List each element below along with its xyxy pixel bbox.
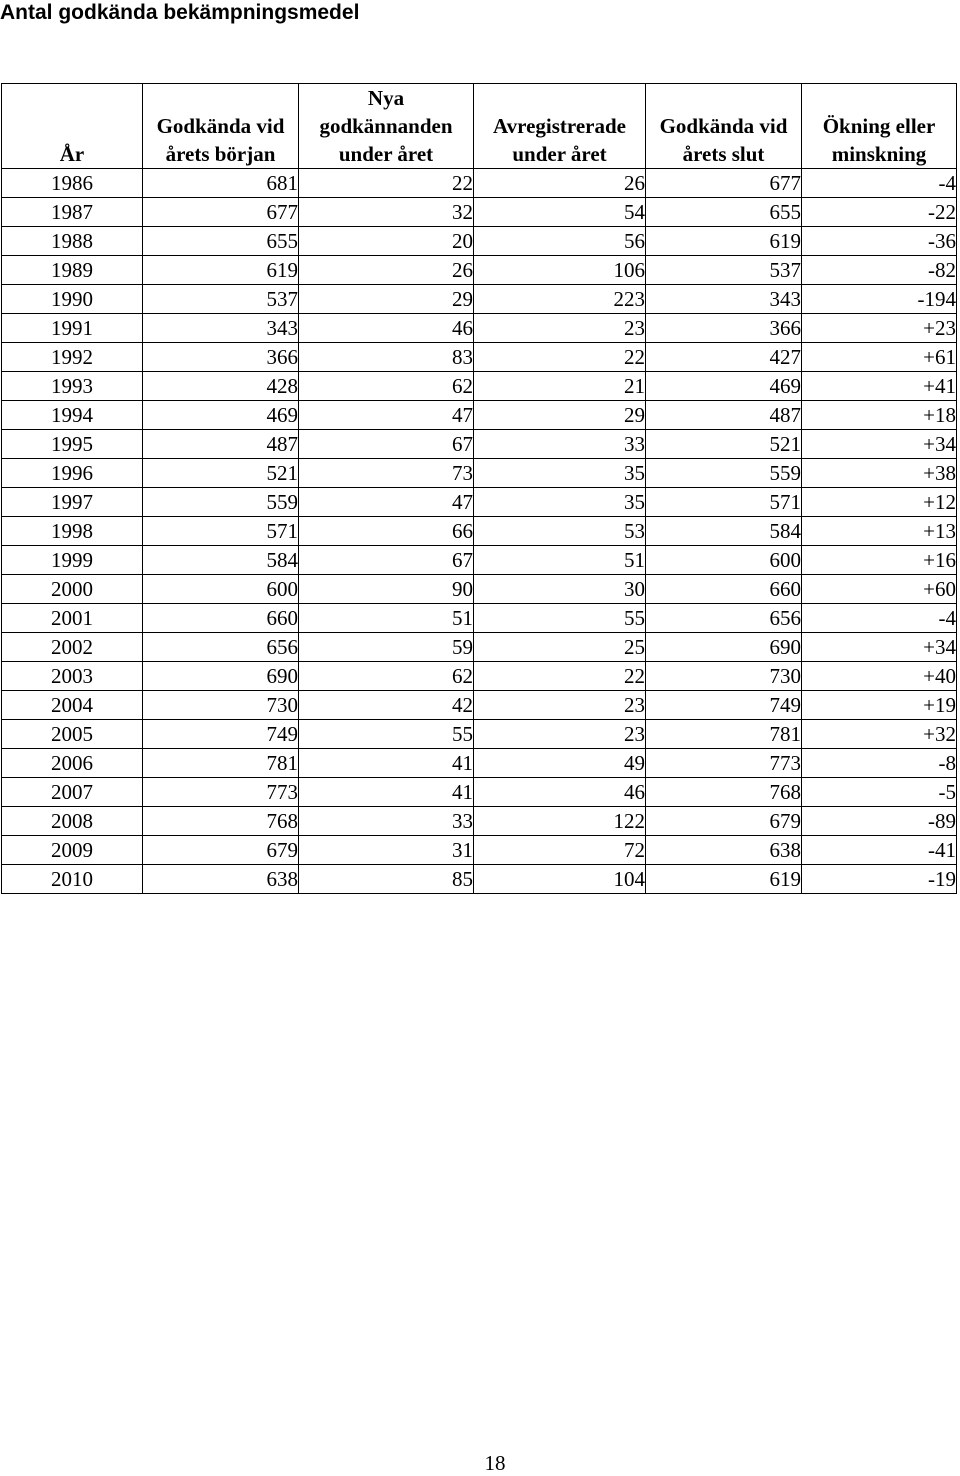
column-header-approved-end: Godkända vid årets slut xyxy=(646,84,802,169)
cell-change: -22 xyxy=(802,198,957,227)
cell-year: 2005 xyxy=(2,720,143,749)
cell-approved-start: 773 xyxy=(143,778,299,807)
cell-change: +32 xyxy=(802,720,957,749)
cell-change: -194 xyxy=(802,285,957,314)
cell-approved-start: 730 xyxy=(143,691,299,720)
cell-new-approvals: 51 xyxy=(299,604,474,633)
table-row xyxy=(2,169,957,198)
column-header-year: År xyxy=(2,84,143,169)
cell-year: 2009 xyxy=(2,836,143,865)
table-row xyxy=(2,517,957,546)
cell-new-approvals: 85 xyxy=(299,865,474,894)
cell-year: 2006 xyxy=(2,749,143,778)
cell-change: +34 xyxy=(802,430,957,459)
cell-new-approvals: 62 xyxy=(299,372,474,401)
cell-approved-start: 768 xyxy=(143,807,299,836)
cell-approved-start: 559 xyxy=(143,488,299,517)
cell-new-approvals: 41 xyxy=(299,749,474,778)
cell-approved-end: 768 xyxy=(646,778,802,807)
cell-approved-end: 656 xyxy=(646,604,802,633)
column-header-new-approvals: Nya godkännanden under året xyxy=(299,84,474,169)
cell-new-approvals: 46 xyxy=(299,314,474,343)
cell-deregistered: 122 xyxy=(474,807,646,836)
cell-approved-start: 781 xyxy=(143,749,299,778)
cell-change: -4 xyxy=(802,169,957,198)
cell-approved-end: 677 xyxy=(646,169,802,198)
cell-approved-start: 469 xyxy=(143,401,299,430)
table-row xyxy=(2,546,957,575)
cell-new-approvals: 90 xyxy=(299,575,474,604)
cell-deregistered: 33 xyxy=(474,430,646,459)
table-row xyxy=(2,372,957,401)
cell-new-approvals: 22 xyxy=(299,169,474,198)
cell-new-approvals: 66 xyxy=(299,517,474,546)
cell-deregistered: 46 xyxy=(474,778,646,807)
cell-approved-end: 773 xyxy=(646,749,802,778)
cell-new-approvals: 29 xyxy=(299,285,474,314)
cell-year: 1992 xyxy=(2,343,143,372)
cell-approved-start: 487 xyxy=(143,430,299,459)
cell-approved-end: 619 xyxy=(646,865,802,894)
cell-change: -82 xyxy=(802,256,957,285)
cell-approved-start: 660 xyxy=(143,604,299,633)
cell-new-approvals: 26 xyxy=(299,256,474,285)
cell-new-approvals: 20 xyxy=(299,227,474,256)
cell-deregistered: 53 xyxy=(474,517,646,546)
cell-new-approvals: 47 xyxy=(299,488,474,517)
cell-new-approvals: 32 xyxy=(299,198,474,227)
cell-new-approvals: 47 xyxy=(299,401,474,430)
table-row xyxy=(2,343,957,372)
cell-approved-end: 487 xyxy=(646,401,802,430)
cell-year: 1987 xyxy=(2,198,143,227)
cell-approved-end: 584 xyxy=(646,517,802,546)
table-row xyxy=(2,662,957,691)
cell-approved-start: 638 xyxy=(143,865,299,894)
cell-approved-end: 343 xyxy=(646,285,802,314)
cell-approved-end: 660 xyxy=(646,575,802,604)
cell-change: +34 xyxy=(802,633,957,662)
cell-deregistered: 55 xyxy=(474,604,646,633)
cell-approved-end: 781 xyxy=(646,720,802,749)
cell-approved-start: 679 xyxy=(143,836,299,865)
table-row xyxy=(2,430,957,459)
table-row xyxy=(2,633,957,662)
cell-approved-end: 521 xyxy=(646,430,802,459)
cell-deregistered: 26 xyxy=(474,169,646,198)
cell-year: 2003 xyxy=(2,662,143,691)
cell-change: +13 xyxy=(802,517,957,546)
cell-approved-end: 638 xyxy=(646,836,802,865)
cell-approved-start: 537 xyxy=(143,285,299,314)
cell-approved-start: 681 xyxy=(143,169,299,198)
cell-deregistered: 30 xyxy=(474,575,646,604)
cell-year: 2001 xyxy=(2,604,143,633)
table-row xyxy=(2,314,957,343)
table-row xyxy=(2,575,957,604)
cell-deregistered: 23 xyxy=(474,720,646,749)
page-title: Antal godkända bekämpningsmedel xyxy=(0,1,360,24)
cell-approved-end: 679 xyxy=(646,807,802,836)
cell-approved-start: 343 xyxy=(143,314,299,343)
table-row xyxy=(2,459,957,488)
cell-deregistered: 22 xyxy=(474,343,646,372)
cell-change: -41 xyxy=(802,836,957,865)
cell-new-approvals: 41 xyxy=(299,778,474,807)
cell-change: -8 xyxy=(802,749,957,778)
cell-change: +38 xyxy=(802,459,957,488)
cell-change: +19 xyxy=(802,691,957,720)
cell-deregistered: 51 xyxy=(474,546,646,575)
cell-year: 1991 xyxy=(2,314,143,343)
cell-change: +18 xyxy=(802,401,957,430)
cell-year: 1986 xyxy=(2,169,143,198)
table-row xyxy=(2,198,957,227)
cell-new-approvals: 31 xyxy=(299,836,474,865)
cell-change: +40 xyxy=(802,662,957,691)
cell-approved-end: 427 xyxy=(646,343,802,372)
cell-year: 2002 xyxy=(2,633,143,662)
cell-change: +60 xyxy=(802,575,957,604)
cell-deregistered: 25 xyxy=(474,633,646,662)
cell-change: +61 xyxy=(802,343,957,372)
cell-deregistered: 223 xyxy=(474,285,646,314)
column-header-change: Ökning eller minskning xyxy=(802,84,957,169)
cell-new-approvals: 83 xyxy=(299,343,474,372)
cell-approved-start: 584 xyxy=(143,546,299,575)
cell-year: 2000 xyxy=(2,575,143,604)
cell-year: 1998 xyxy=(2,517,143,546)
cell-deregistered: 23 xyxy=(474,691,646,720)
table-header-row xyxy=(2,84,957,169)
table-row xyxy=(2,836,957,865)
table-row xyxy=(2,749,957,778)
cell-new-approvals: 67 xyxy=(299,546,474,575)
cell-year: 2008 xyxy=(2,807,143,836)
cell-new-approvals: 59 xyxy=(299,633,474,662)
cell-approved-start: 656 xyxy=(143,633,299,662)
table-row xyxy=(2,227,957,256)
cell-approved-end: 366 xyxy=(646,314,802,343)
cell-change: +16 xyxy=(802,546,957,575)
column-header-deregistered: Avregistrerade under året xyxy=(474,84,646,169)
cell-new-approvals: 67 xyxy=(299,430,474,459)
cell-year: 2004 xyxy=(2,691,143,720)
table-row xyxy=(2,778,957,807)
cell-year: 1997 xyxy=(2,488,143,517)
cell-year: 2007 xyxy=(2,778,143,807)
cell-change: -89 xyxy=(802,807,957,836)
cell-change: +23 xyxy=(802,314,957,343)
table-row xyxy=(2,604,957,633)
cell-new-approvals: 42 xyxy=(299,691,474,720)
cell-approved-start: 600 xyxy=(143,575,299,604)
cell-approved-end: 619 xyxy=(646,227,802,256)
cell-year: 2010 xyxy=(2,865,143,894)
cell-year: 1995 xyxy=(2,430,143,459)
cell-approved-start: 677 xyxy=(143,198,299,227)
cell-deregistered: 21 xyxy=(474,372,646,401)
cell-approved-end: 571 xyxy=(646,488,802,517)
table-row xyxy=(2,285,957,314)
cell-deregistered: 49 xyxy=(474,749,646,778)
cell-approved-end: 600 xyxy=(646,546,802,575)
column-header-approved-start: Godkända vid årets början xyxy=(143,84,299,169)
cell-approved-end: 690 xyxy=(646,633,802,662)
cell-approved-end: 537 xyxy=(646,256,802,285)
page-number: 18 xyxy=(484,1451,506,1475)
cell-approved-start: 619 xyxy=(143,256,299,285)
cell-new-approvals: 62 xyxy=(299,662,474,691)
cell-deregistered: 106 xyxy=(474,256,646,285)
cell-approved-start: 655 xyxy=(143,227,299,256)
cell-new-approvals: 73 xyxy=(299,459,474,488)
cell-deregistered: 104 xyxy=(474,865,646,894)
cell-approved-end: 655 xyxy=(646,198,802,227)
pesticide-approvals-table xyxy=(1,83,957,894)
cell-change: -36 xyxy=(802,227,957,256)
cell-approved-start: 571 xyxy=(143,517,299,546)
cell-new-approvals: 33 xyxy=(299,807,474,836)
cell-deregistered: 35 xyxy=(474,459,646,488)
cell-approved-end: 730 xyxy=(646,662,802,691)
table-row xyxy=(2,691,957,720)
cell-year: 1989 xyxy=(2,256,143,285)
cell-year: 1996 xyxy=(2,459,143,488)
cell-approved-start: 366 xyxy=(143,343,299,372)
cell-deregistered: 22 xyxy=(474,662,646,691)
cell-deregistered: 54 xyxy=(474,198,646,227)
table-row xyxy=(2,401,957,430)
cell-year: 1994 xyxy=(2,401,143,430)
cell-year: 1999 xyxy=(2,546,143,575)
cell-change: -4 xyxy=(802,604,957,633)
cell-approved-start: 690 xyxy=(143,662,299,691)
table-row xyxy=(2,720,957,749)
table-row xyxy=(2,865,957,894)
table-row xyxy=(2,256,957,285)
cell-change: -5 xyxy=(802,778,957,807)
cell-approved-start: 749 xyxy=(143,720,299,749)
cell-approved-end: 559 xyxy=(646,459,802,488)
cell-approved-start: 521 xyxy=(143,459,299,488)
cell-approved-end: 749 xyxy=(646,691,802,720)
cell-approved-start: 428 xyxy=(143,372,299,401)
cell-deregistered: 56 xyxy=(474,227,646,256)
cell-change: -19 xyxy=(802,865,957,894)
table-row xyxy=(2,807,957,836)
table-row xyxy=(2,488,957,517)
cell-year: 1993 xyxy=(2,372,143,401)
cell-deregistered: 35 xyxy=(474,488,646,517)
cell-year: 1988 xyxy=(2,227,143,256)
cell-year: 1990 xyxy=(2,285,143,314)
cell-change: +12 xyxy=(802,488,957,517)
table-body xyxy=(2,169,957,894)
cell-deregistered: 72 xyxy=(474,836,646,865)
cell-deregistered: 29 xyxy=(474,401,646,430)
cell-deregistered: 23 xyxy=(474,314,646,343)
cell-approved-end: 469 xyxy=(646,372,802,401)
cell-change: +41 xyxy=(802,372,957,401)
cell-new-approvals: 55 xyxy=(299,720,474,749)
